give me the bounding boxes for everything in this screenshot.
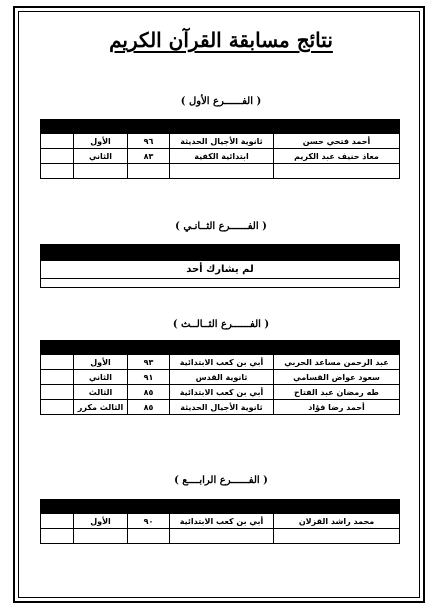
results-table-branch-4: [40, 499, 400, 544]
cell-name: [274, 529, 400, 544]
cell-rank: الأول: [74, 355, 128, 370]
cell-empty: [41, 355, 74, 370]
cell-name: [274, 164, 400, 179]
cell-school: [170, 164, 274, 179]
cell-name: معاذ حنيف عبد الكريم: [274, 149, 400, 164]
cell-school: أبي بن كعب الابتدائية: [170, 355, 274, 370]
table-row: [41, 279, 400, 288]
cell-score: ٩١: [128, 370, 170, 385]
cell-score: ٨٥: [128, 385, 170, 400]
cell-score: [128, 164, 170, 179]
section-heading-branch-2: ( الفــــــرع الثــانـي ): [175, 221, 267, 232]
results-table-branch-1: [40, 119, 400, 179]
table-row: [41, 134, 400, 149]
table-row: [41, 261, 400, 279]
cell-name: عبد الرحمن مساعد الحربي: [274, 355, 400, 370]
table-row: [41, 400, 400, 415]
table-row: [41, 355, 400, 370]
cell-school: ثانوية القدس: [170, 370, 274, 385]
results-table-branch-3: [40, 340, 400, 415]
cell-name: طه رمضان عبد الفتاح: [274, 385, 400, 400]
cell-name: سعود عواض القسامي: [274, 370, 400, 385]
table-header-row: [41, 341, 400, 355]
cell-rank: الأول: [74, 134, 128, 149]
cell-rank: الأول: [74, 514, 128, 529]
table-row: [41, 514, 400, 529]
table-header-row: [41, 500, 400, 514]
cell-school: ثانوية الأجيال الحديثة: [170, 400, 274, 415]
table-row: [41, 370, 400, 385]
cell-empty: [41, 164, 74, 179]
cell-school: [170, 529, 274, 544]
table-header-row: [41, 245, 400, 261]
table-header-row: [41, 120, 400, 134]
cell-score: ٨٣: [128, 149, 170, 164]
cell-school: أبي بن كعب الابتدائية: [170, 514, 274, 529]
cell-score: ٩٣: [128, 355, 170, 370]
cell-empty: [41, 149, 74, 164]
cell-empty: [41, 400, 74, 415]
cell-score: ٩٠: [128, 514, 170, 529]
table-row: [41, 529, 400, 544]
cell-rank: [74, 529, 128, 544]
cell-score: ٨٥: [128, 400, 170, 415]
table-row: [41, 385, 400, 400]
cell-rank: الثاني: [74, 370, 128, 385]
cell-rank: الثالث: [74, 385, 128, 400]
cell-school: ثانوية الأجيال الحديثة: [170, 134, 274, 149]
cell-name: أحمد رضا فؤاد: [274, 400, 400, 415]
page-title-text: نتائج مسابقة القرآن الكريم: [109, 28, 333, 52]
results-table-branch-2: [40, 244, 400, 288]
cell-empty: [41, 134, 74, 149]
section-heading-branch-4: ( الفــــــرع الرابــــع ): [174, 475, 268, 486]
cell-name: محمد راشد القزلان: [274, 514, 400, 529]
cell-school: ابتدائية الكفية: [170, 149, 274, 164]
no-participants-note: لم يشارك أحد: [41, 261, 400, 279]
section-heading-branch-1: ( الفــــــرع الأول ): [180, 96, 262, 107]
cell-name: أحمد فتحي حسن: [274, 134, 400, 149]
cell-rank: [74, 164, 128, 179]
page-title: [0, 28, 442, 52]
section-heading-branch-3: ( الفــــــرع الثــالــث ): [172, 319, 270, 330]
cell-empty: [41, 514, 74, 529]
table-row: [41, 164, 400, 179]
cell-empty: [41, 385, 74, 400]
cell-score: ٩٦: [128, 134, 170, 149]
cell-rank: الثاني: [74, 149, 128, 164]
cell-empty: [41, 529, 74, 544]
cell-score: [128, 529, 170, 544]
cell-school: أبي بن كعب الابتدائية: [170, 385, 274, 400]
cell-rank: الثالث مكرر: [74, 400, 128, 415]
table-row: [41, 149, 400, 164]
cell-empty: [41, 370, 74, 385]
